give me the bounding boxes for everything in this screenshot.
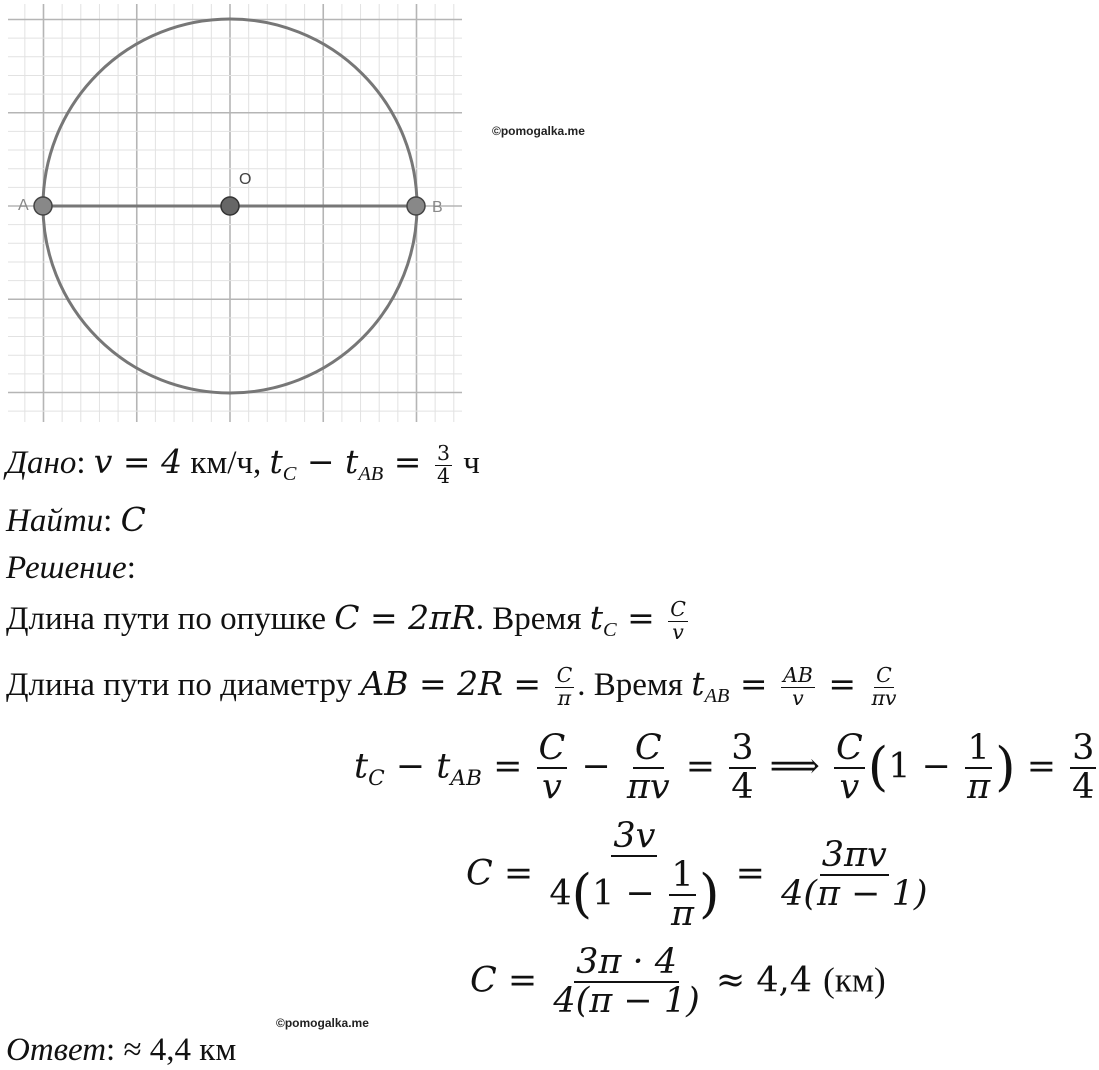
eq1-a-den: v (542, 766, 562, 807)
label-o: O (239, 171, 252, 188)
equation-2 (466, 818, 933, 932)
equation-1 (354, 730, 1099, 806)
line2-time: . Время (577, 667, 692, 703)
eq3-eq: = (496, 960, 549, 1001)
given-fraction (435, 443, 452, 487)
line1-den: v (672, 619, 684, 644)
given-speed-unit: км/ч (190, 445, 254, 481)
eq1-a-num: C (538, 728, 566, 768)
eq3-approx: ≈ 4,4 (704, 960, 824, 1001)
answer-label: Ответ (6, 1032, 107, 1068)
equation-3 (470, 944, 886, 1020)
label-a: A (18, 197, 29, 214)
point-b (407, 197, 425, 215)
eq1-impl: ⟹ (758, 746, 831, 787)
eq1-minus: − t (384, 746, 451, 787)
eq2-in-num: 1 (671, 854, 694, 895)
line2-fraction-2 (781, 665, 815, 709)
line2-eq: = (729, 664, 779, 703)
given-eq: = (383, 442, 432, 481)
eq2-in-den: π (670, 893, 694, 934)
given-speed: v = 4 (93, 442, 183, 481)
line2-formula: AB = 2R = (360, 664, 552, 703)
eq1-e-num: 1 (967, 728, 990, 768)
point-o (221, 197, 239, 215)
given-tab: − t (296, 442, 359, 481)
eq1-sub1: C (368, 765, 385, 791)
label-b: B (432, 199, 443, 216)
given-tc: t (269, 442, 283, 481)
eq2-c: C (466, 853, 493, 894)
eq1-t: t (354, 746, 369, 787)
eq3-num: 3π · 4 (576, 942, 678, 982)
eq1-b-den: πv (626, 766, 670, 807)
line1-num: C (670, 597, 686, 622)
eq1-frac-f (1070, 730, 1096, 806)
line1-t: t (589, 598, 603, 637)
eq3-c: C (470, 960, 497, 1001)
eq1-eq: = (481, 746, 534, 787)
line1-fraction (668, 599, 688, 643)
line2-sub: AB (704, 685, 730, 708)
eq2-eq: = (492, 853, 545, 894)
eq2-a-den (547, 854, 721, 934)
given-den: 4 (436, 463, 450, 488)
eq1-e-den: π (967, 766, 991, 807)
eq3-frac (551, 944, 701, 1020)
given-tab-sub: AB (358, 463, 384, 486)
eq1-b-num: C (634, 728, 662, 768)
eq1-frac-d (834, 730, 865, 806)
line2-fraction-1 (555, 665, 575, 709)
line2-f1-num: C (556, 663, 573, 688)
given-tc-sub: C (282, 463, 297, 486)
line2-f2-num: AB (783, 663, 813, 688)
eq1-lp: ( (867, 736, 889, 798)
eq3-den: 4(π − 1) (553, 980, 700, 1021)
eq3-unit: (км) (823, 960, 886, 1000)
solution-line: Решение: (6, 550, 136, 586)
line1-text: Длина пути по опушке (6, 601, 335, 637)
solution-line-2 (6, 664, 901, 709)
eq2-eq2: = (724, 853, 777, 894)
eq2-a-den-pre: 4 (549, 873, 572, 913)
eq1-eq3: = (1015, 746, 1068, 787)
given-label: Дано (6, 445, 77, 481)
find-value: C (120, 500, 146, 539)
line1-eq: = (616, 598, 666, 637)
eq1-rp: ) (995, 736, 1016, 798)
eq2-lp: ( (571, 863, 593, 925)
eq2-frac-a (547, 818, 721, 932)
line2-f1-den: π (557, 685, 572, 710)
answer-value: : ≈ 4,4 км (106, 1032, 237, 1068)
solution-line-1 (6, 598, 691, 643)
geometry-figure (0, 0, 470, 428)
line2-f3-num: C (876, 663, 892, 688)
eq2-inner-frac (669, 854, 696, 934)
eq1-m: − (570, 746, 622, 787)
find-label: Найти (6, 503, 104, 539)
line2-eq2: = (817, 664, 867, 703)
eq1-d-num: C (835, 728, 863, 768)
eq2-b-num: 3πv (821, 835, 887, 876)
eq1-frac-c (729, 730, 755, 806)
eq1-f-num: 3 (1072, 728, 1095, 768)
given-time-unit: ч (463, 445, 480, 481)
line2-f3-den: πv (871, 685, 897, 710)
line2-fraction-3 (869, 665, 898, 709)
find-line: Найти: C (6, 500, 146, 539)
eq1-f-den: 4 (1072, 766, 1095, 807)
given-num: 3 (436, 441, 450, 466)
eq2-frac-b (779, 837, 929, 913)
answer-line (6, 1032, 236, 1069)
watermark-bottom: ©pomogalka.me (276, 1016, 369, 1030)
line2-text: Длина пути по диаметру (6, 667, 361, 703)
eq1-eq2: = (674, 746, 727, 787)
eq2-a-num: 3v (613, 816, 656, 856)
eq1-frac-e (965, 730, 992, 806)
eq2-one: 1 − (592, 873, 666, 913)
line1-time: . Время (475, 601, 590, 637)
eq1-c-den: 4 (731, 766, 754, 807)
eq1-c-num: 3 (731, 728, 754, 768)
solution-label: Решение (6, 550, 127, 586)
eq2-b-den: 4(π − 1) (781, 874, 928, 915)
line1-sub: C (602, 619, 617, 642)
eq1-frac-a (537, 730, 568, 806)
point-a (34, 197, 52, 215)
eq1-d-den: v (839, 766, 860, 807)
watermark-top: ©pomogalka.me (492, 124, 585, 138)
given-line: Дано: v = 4 км/ч, $t_C - t_{AB}$ = $\frac{3}{4}$ ч (6, 441, 480, 488)
line2-t: t (691, 664, 705, 703)
eq1-frac-b (625, 730, 672, 806)
line1-formula: C = 2πR (334, 598, 476, 637)
eq1-one: 1 − (888, 746, 963, 787)
line2-f2-den: v (792, 685, 804, 710)
eq1-sub2: AB (450, 765, 482, 791)
eq2-rp: ) (699, 863, 720, 925)
